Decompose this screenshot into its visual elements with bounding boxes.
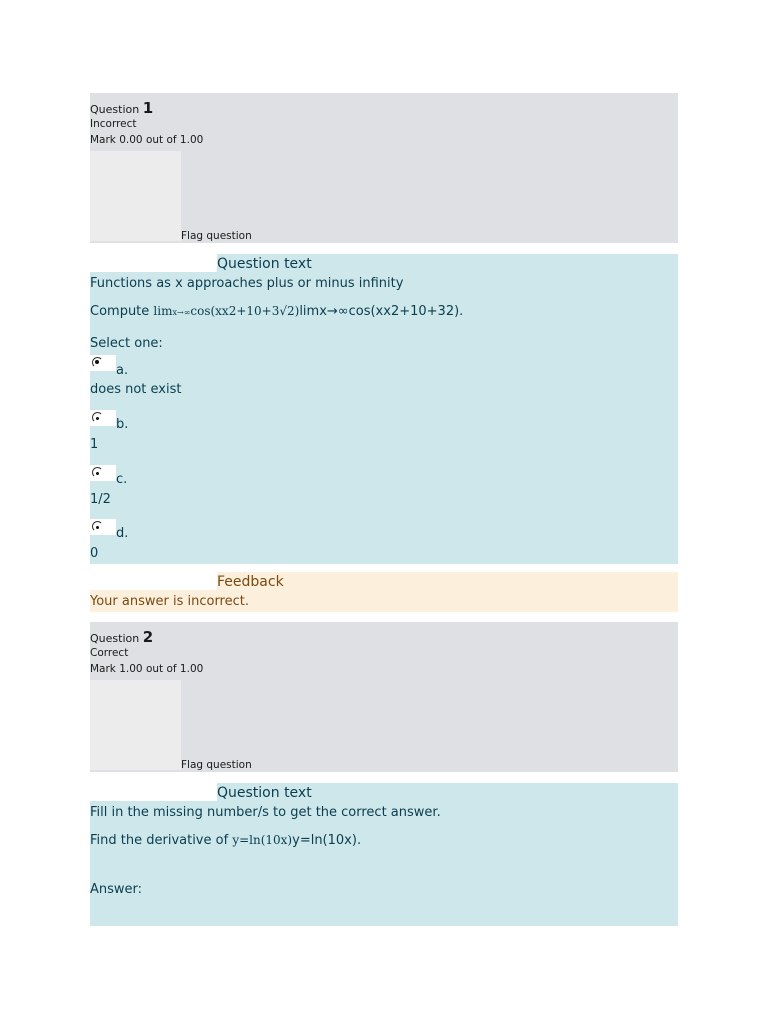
answer-label: Answer: [90, 882, 143, 897]
question-2-section-header: Question text [217, 785, 312, 801]
question-2-number [90, 628, 153, 646]
question-label: Question [90, 103, 140, 116]
question-1-flag-link[interactable]: Flag question [181, 230, 252, 242]
radio-dot-icon [96, 417, 99, 420]
question-1-compute [90, 304, 463, 319]
option-d-text: 0 [90, 546, 99, 561]
option-a-radio[interactable] [90, 355, 116, 371]
option-d-letter: d. [116, 526, 129, 541]
question-1-number [90, 99, 153, 117]
option-c-text: 1/2 [90, 492, 111, 507]
option-a-letter: a. [116, 363, 129, 378]
option-c-letter: c. [116, 472, 128, 487]
question-1-section-header: Question text [217, 256, 312, 272]
select-one-label: Select one: [90, 336, 163, 351]
question-2-instruction: Fill in the missing number/s to get the correct answer. [90, 805, 441, 820]
header-spacer [90, 783, 217, 801]
compute-math [153, 304, 299, 318]
question-1-grade: Mark 0.00 out of 1.00 [90, 134, 204, 146]
question-1-topic: Functions as x approaches plus or minus infinity [90, 276, 404, 291]
find-plain: y=ln(10x). [292, 833, 362, 848]
compute-prefix: Compute [90, 304, 150, 319]
find-prefix: Find the derivative of [90, 833, 229, 848]
question-2-state: Correct [90, 647, 129, 659]
question-label: Question [90, 632, 140, 645]
header-spacer [90, 572, 217, 590]
option-a-text: does not exist [90, 382, 182, 397]
question-2-find [90, 833, 361, 848]
option-b-radio[interactable] [90, 410, 116, 426]
radio-selected-dot-icon [95, 360, 99, 364]
radio-dot-icon [96, 472, 99, 475]
math-arg: (xx2+10+3√2) [210, 304, 300, 318]
option-d-radio[interactable] [90, 519, 116, 535]
feedback-text: Your answer is incorrect. [90, 594, 249, 609]
question-2-flag-link[interactable]: Flag question [181, 759, 252, 771]
question-2-content [90, 783, 678, 926]
question-1-state: Incorrect [90, 118, 137, 130]
find-math: y=ln(10x) [232, 833, 293, 847]
question-2-info [90, 622, 678, 772]
math-lim-sub: x→∞ [172, 308, 191, 317]
header-spacer [90, 254, 217, 272]
question-2-grade: Mark 1.00 out of 1.00 [90, 663, 204, 675]
feedback-header: Feedback [217, 574, 284, 590]
option-b-letter: b. [116, 417, 129, 432]
radio-dot-icon [96, 526, 99, 529]
question-2-flag-box [90, 680, 181, 770]
question-1-content [90, 254, 678, 564]
option-c-radio[interactable] [90, 465, 116, 481]
option-b-text: 1 [90, 437, 99, 452]
question-1-feedback [90, 572, 678, 612]
question-1-flag-box [90, 151, 181, 241]
math-lim: lim [153, 304, 173, 318]
question-number-value: 1 [142, 99, 154, 117]
math-cos: cos [190, 304, 211, 318]
compute-plain: limx→∞cos(xx2+10+32). [299, 304, 464, 319]
question-1-info [90, 93, 678, 243]
question-number-value: 2 [142, 628, 154, 646]
